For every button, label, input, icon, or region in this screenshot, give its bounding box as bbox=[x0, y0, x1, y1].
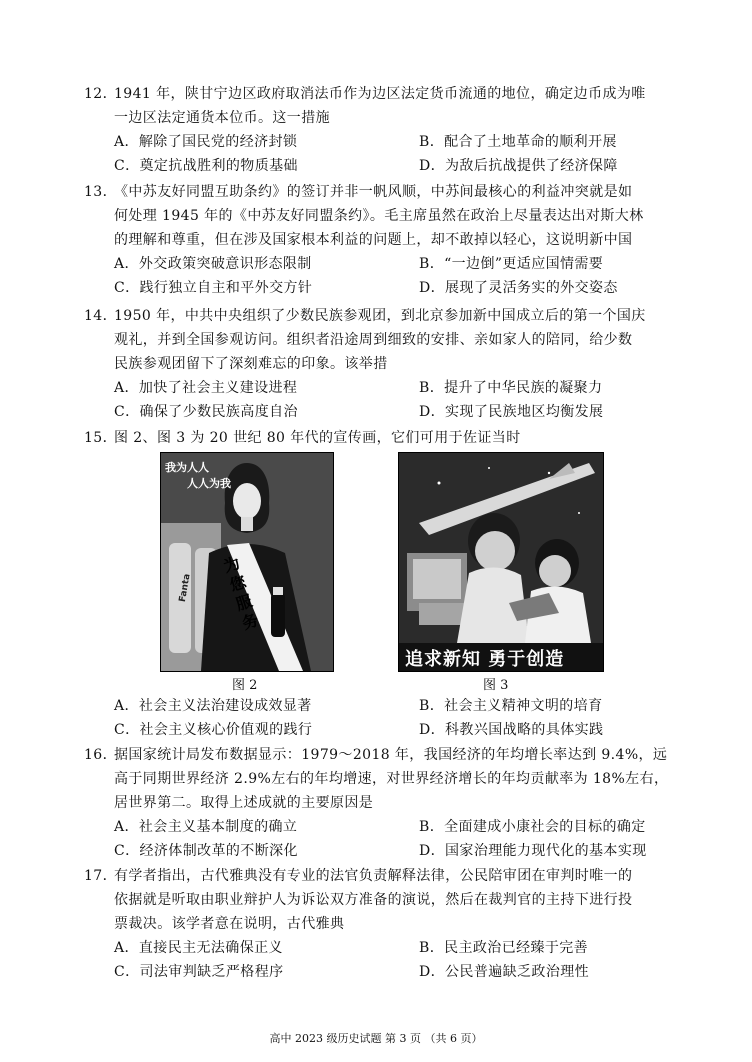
option-c: C．确保了少数民族高度自治 bbox=[114, 404, 298, 420]
option-d: D．实现了民族地区均衡发展 bbox=[419, 404, 604, 420]
question-stem-line: 据国家统计局发布数据显示：1979～2018 年，我国经济的年均增长率达到 9.4%，远 bbox=[114, 747, 668, 763]
sash-text: 为您服务 bbox=[221, 553, 261, 634]
option-a: A．加快了社会主义建设进程 bbox=[114, 380, 298, 396]
figure-2-slogan-line-1: 我为人人 bbox=[165, 461, 209, 474]
option-a: A．外交政策突破意识形态限制 bbox=[114, 256, 312, 272]
options bbox=[84, 815, 684, 863]
question-number: 12． bbox=[84, 86, 118, 102]
bottle-brand-label: Fanta bbox=[177, 573, 193, 603]
figure-3-caption: 图 3 bbox=[483, 678, 509, 693]
question-stem-line: 依据就是听取由职业辩护人为诉讼双方准备的演说，然后在裁判官的主持下进行投 bbox=[114, 892, 633, 908]
option-d: D．科教兴国战略的具体实践 bbox=[419, 722, 604, 738]
question-15 bbox=[84, 426, 684, 450]
option-b: B．民主政治已经臻于完善 bbox=[419, 940, 589, 956]
question-13 bbox=[84, 180, 684, 300]
option-c: C．社会主义核心价值观的践行 bbox=[114, 722, 313, 738]
option-a: A．直接民主无法确保正义 bbox=[114, 940, 283, 956]
question-12 bbox=[84, 82, 684, 178]
options bbox=[84, 376, 684, 424]
option-b: B．全面建成小康社会的目标的确定 bbox=[419, 819, 646, 835]
question-stem-line: 1950 年，中共中央组织了少数民族参观团，到北京参加新中国成立后的第一个国庆 bbox=[114, 308, 646, 324]
question-14 bbox=[84, 304, 684, 424]
option-c: C．经济体制改革的不断深化 bbox=[114, 843, 298, 859]
question-15-options bbox=[84, 694, 684, 742]
option-c: C．司法审判缺乏严格程序 bbox=[114, 964, 284, 980]
figure-2-poster bbox=[160, 452, 334, 672]
question-17 bbox=[84, 864, 684, 984]
question-stem-line: 有学者指出，古代雅典没有专业的法官负责解释法律，公民陪审团在审判时唯一的 bbox=[114, 868, 633, 884]
figure-2-slogan-line-2: 人人为我 bbox=[187, 477, 231, 490]
option-b: B．配合了土地革命的顺利开展 bbox=[419, 134, 617, 150]
option-a: A．社会主义法治建设成效显著 bbox=[114, 698, 312, 714]
options bbox=[84, 130, 684, 178]
figure-3-slogan: 追求新知 勇于创造 bbox=[405, 649, 565, 670]
option-a: A．解除了国民党的经济封锁 bbox=[114, 134, 298, 150]
question-stem-line: 的理解和尊重，但在涉及国家根本利益的问题上，却不敢掉以轻心，这说明新中国 bbox=[114, 232, 633, 248]
question-stem-line: 图 2、图 3 为 20 世纪 80 年代的宣传画，它们可用于佐证当时 bbox=[114, 430, 521, 446]
option-c: C．奠定抗战胜利的物质基础 bbox=[114, 158, 298, 174]
question-stem-line: 高于同期世界经济 2.9%左右的年均增速，对世界经济增长的年均贡献率为 18%左右， bbox=[114, 771, 669, 787]
question-stem-line: 居世界第二。取得上述成就的主要原因是 bbox=[114, 795, 374, 811]
option-d: D．为敌后抗战提供了经济保障 bbox=[419, 158, 618, 174]
figure-2-caption: 图 2 bbox=[232, 678, 258, 693]
question-number: 13． bbox=[84, 184, 118, 200]
question-stem-line: 一边区法定通货本位币。这一措施 bbox=[114, 110, 330, 126]
option-c: C．践行独立自主和平外交方针 bbox=[114, 280, 313, 296]
question-stem-line: 民族参观团留下了深刻难忘的印象。该举措 bbox=[114, 356, 388, 372]
option-d: D．公民普遍缺乏政治理性 bbox=[419, 964, 590, 980]
figure-row bbox=[0, 452, 752, 692]
options bbox=[84, 936, 684, 984]
question-number: 15． bbox=[84, 430, 118, 446]
option-d: D．国家治理能力现代化的基本实现 bbox=[419, 843, 647, 859]
question-16 bbox=[84, 743, 684, 863]
question-stem-line: 票裁决。该学者意在说明，古代雅典 bbox=[114, 916, 345, 932]
page-footer: 高中 2023 级历史试题 第 3 页 （共 6 页） bbox=[269, 1032, 483, 1045]
question-stem-line: 《中苏友好同盟互助条约》的签订并非一帆风顺，中苏间最核心的利益冲突就是如 bbox=[114, 184, 633, 200]
option-b: B．社会主义精神文明的培育 bbox=[419, 698, 603, 714]
question-number: 17． bbox=[84, 868, 118, 884]
question-stem-line: 1941 年，陕甘宁边区政府取消法币作为边区法定货币流通的地位，确定边币成为唯 bbox=[114, 86, 646, 102]
options bbox=[84, 694, 684, 742]
question-stem-line: 何处理 1945 年的《中苏友好同盟条约》。毛主席虽然在政治上尽量表达出对斯大林 bbox=[114, 208, 644, 224]
option-b: B．“一边倒”更适应国情需要 bbox=[419, 256, 604, 272]
figure-3-poster bbox=[398, 452, 604, 672]
options bbox=[84, 252, 684, 300]
question-number: 16． bbox=[84, 747, 118, 763]
option-a: A．社会主义基本制度的确立 bbox=[114, 819, 298, 835]
poster-illustration bbox=[399, 453, 603, 671]
question-number: 14． bbox=[84, 308, 118, 324]
option-b: B．提升了中华民族的凝聚力 bbox=[419, 380, 603, 396]
option-d: D．展现了灵活务实的外交姿态 bbox=[419, 280, 618, 296]
question-stem-line: 观礼，并到全国参观访问。组织者沿途周到细致的安排、亲如家人的陪同，给少数 bbox=[114, 332, 633, 348]
